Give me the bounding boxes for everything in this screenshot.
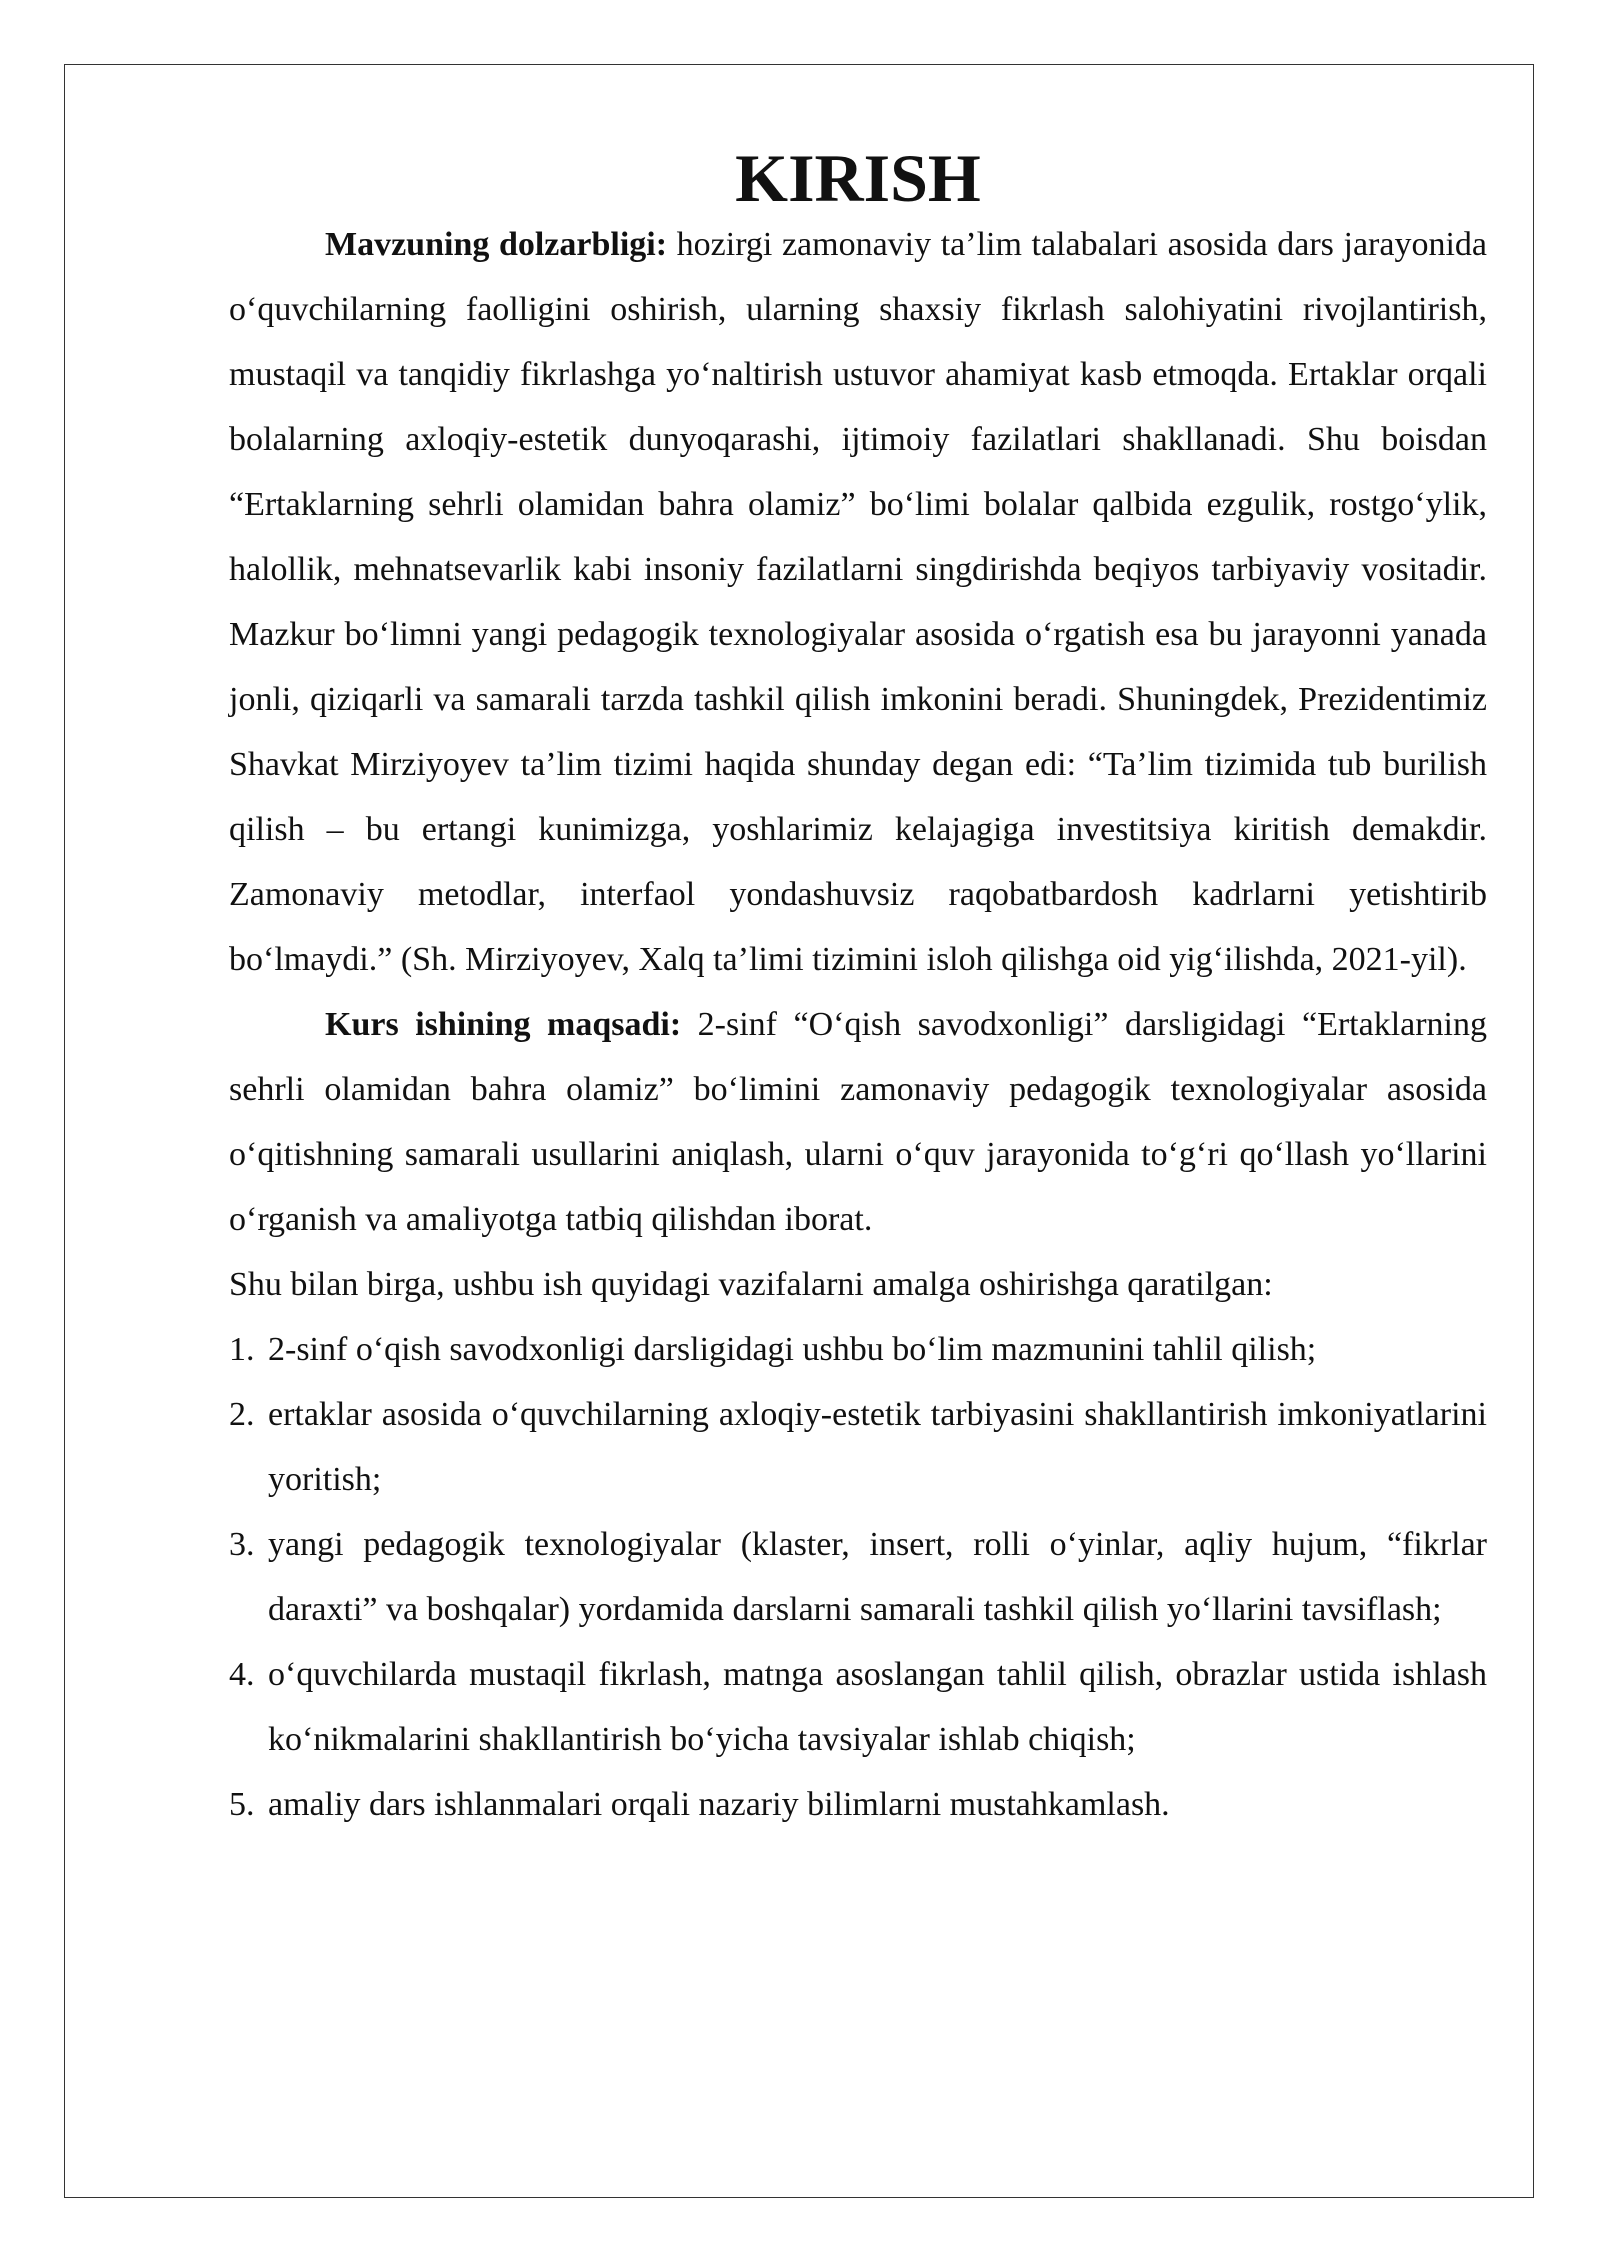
list-item-text: 2-sinf o‘qish savodxonligi darsligidagi ushbu bo‘lim mazmunini tahlil qilish; <box>268 1331 1317 1368</box>
list-item-text: o‘quvchilarda mustaqil fikrlash, matnga asoslangan tahlil qilish, obrazlar ustida ishlash ko‘nikmalarini shakllantirish bo‘yicha tavsiyalar ishlab chiqish; <box>268 1656 1487 1758</box>
list-item <box>229 1642 1487 1772</box>
list-item-number: 1. <box>229 1331 255 1368</box>
goal-lead: Kurs ishining maqsadi: <box>325 1006 682 1043</box>
document-body <box>229 140 1487 1837</box>
list-item-text: ertaklar asosida o‘quvchilarning axloqiy-estetik tarbiyasini shakllantirish imkoniyatlarini yoritish; <box>268 1396 1487 1498</box>
list-item <box>229 1772 1487 1837</box>
list-item-number: 3. <box>229 1526 255 1563</box>
list-item <box>229 1317 1487 1382</box>
tasks-intro: Shu bilan birga, ushbu ish quyidagi vazifalarni amalga oshirishga qaratilgan: <box>229 1266 1273 1303</box>
relevance-lead: Mavzuning dolzarbligi: <box>325 226 668 263</box>
section-heading: KIRISH <box>735 140 981 216</box>
list-item-number: 5. <box>229 1786 255 1823</box>
paragraph-goal <box>229 992 1487 1252</box>
paragraph-relevance <box>229 212 1487 992</box>
goal-text: 2-sinf “O‘qish savodxonligi” darsligidagi “Ertaklarning sehrli olamidan bahra olamiz” bo‘limini zamonaviy pedagogik texnologiyalar asosida o‘qitishning samarali usullarini aniqlash, ularni o‘quv jarayonida to‘g‘ri qo‘llash yo‘llarini o‘rganish va amaliyotga tatbiq qilishdan iborat. <box>229 1006 1487 1238</box>
relevance-text: hozirgi zamonaviy ta’lim talabalari asosida dars jarayonida o‘quvchilarning faolligini oshirish, ularning shaxsiy fikrlash salohiyatini rivojlantirish, mustaqil va tanqidiy fikrlashga yo‘naltirish ustuvor ahamiyat kasb etmoqda. Ertaklar orqali bolalarning axloqiy-estetik dunyoqarashi, ijtimoiy fazilatlari shakllanadi. Shu boisdan “Ertaklarning sehrli olamidan bahra olamiz” bo‘limi bolalar qalbida ezgulik, rostgo‘ylik, halollik, mehnatsevarlik kabi insoniy fazilatlarni singdirishda beqiyos tarbiyaviy vositadir. Mazkur bo‘limni yangi pedagogik texnologiyalar asosida o‘rgatish esa bu jarayonni yanada jonli, qiziqarli va samarali tarzda tashkil qilish imkonini beradi. Shuningdek, Prezidentimiz Shavkat Mirziyoyev ta’lim tizimi haqida shunday degan edi: “Ta’lim tizimida tub burilish qilish – bu ertangi kunimizga, yoshlarimiz kelajagiga investitsiya kiritish demakdir. Zamonaviy metodlar, interfaol yondashuvsiz raqobatbardosh kadrlarni yetishtirib bo‘lmaydi.” (Sh. Mirziyoyev, Xalq ta’limi tizimini isloh qilishga oid yig‘ilishda, 2021-yil). <box>229 226 1487 978</box>
list-item <box>229 1382 1487 1512</box>
list-item-number: 4. <box>229 1656 255 1693</box>
list-item <box>229 1512 1487 1642</box>
list-item-text: yangi pedagogik texnologiyalar (klaster, insert, rolli o‘yinlar, aqliy hujum, “fikrlar daraxti” va boshqalar) yordamida darslarni samarali tashkil qilish yo‘llarini tavsiflash; <box>268 1526 1487 1628</box>
tasks-list <box>229 1317 1487 1837</box>
list-item-number: 2. <box>229 1396 255 1433</box>
list-item-text: amaliy dars ishlanmalari orqali nazariy bilimlarni mustahkamlash. <box>268 1786 1170 1823</box>
